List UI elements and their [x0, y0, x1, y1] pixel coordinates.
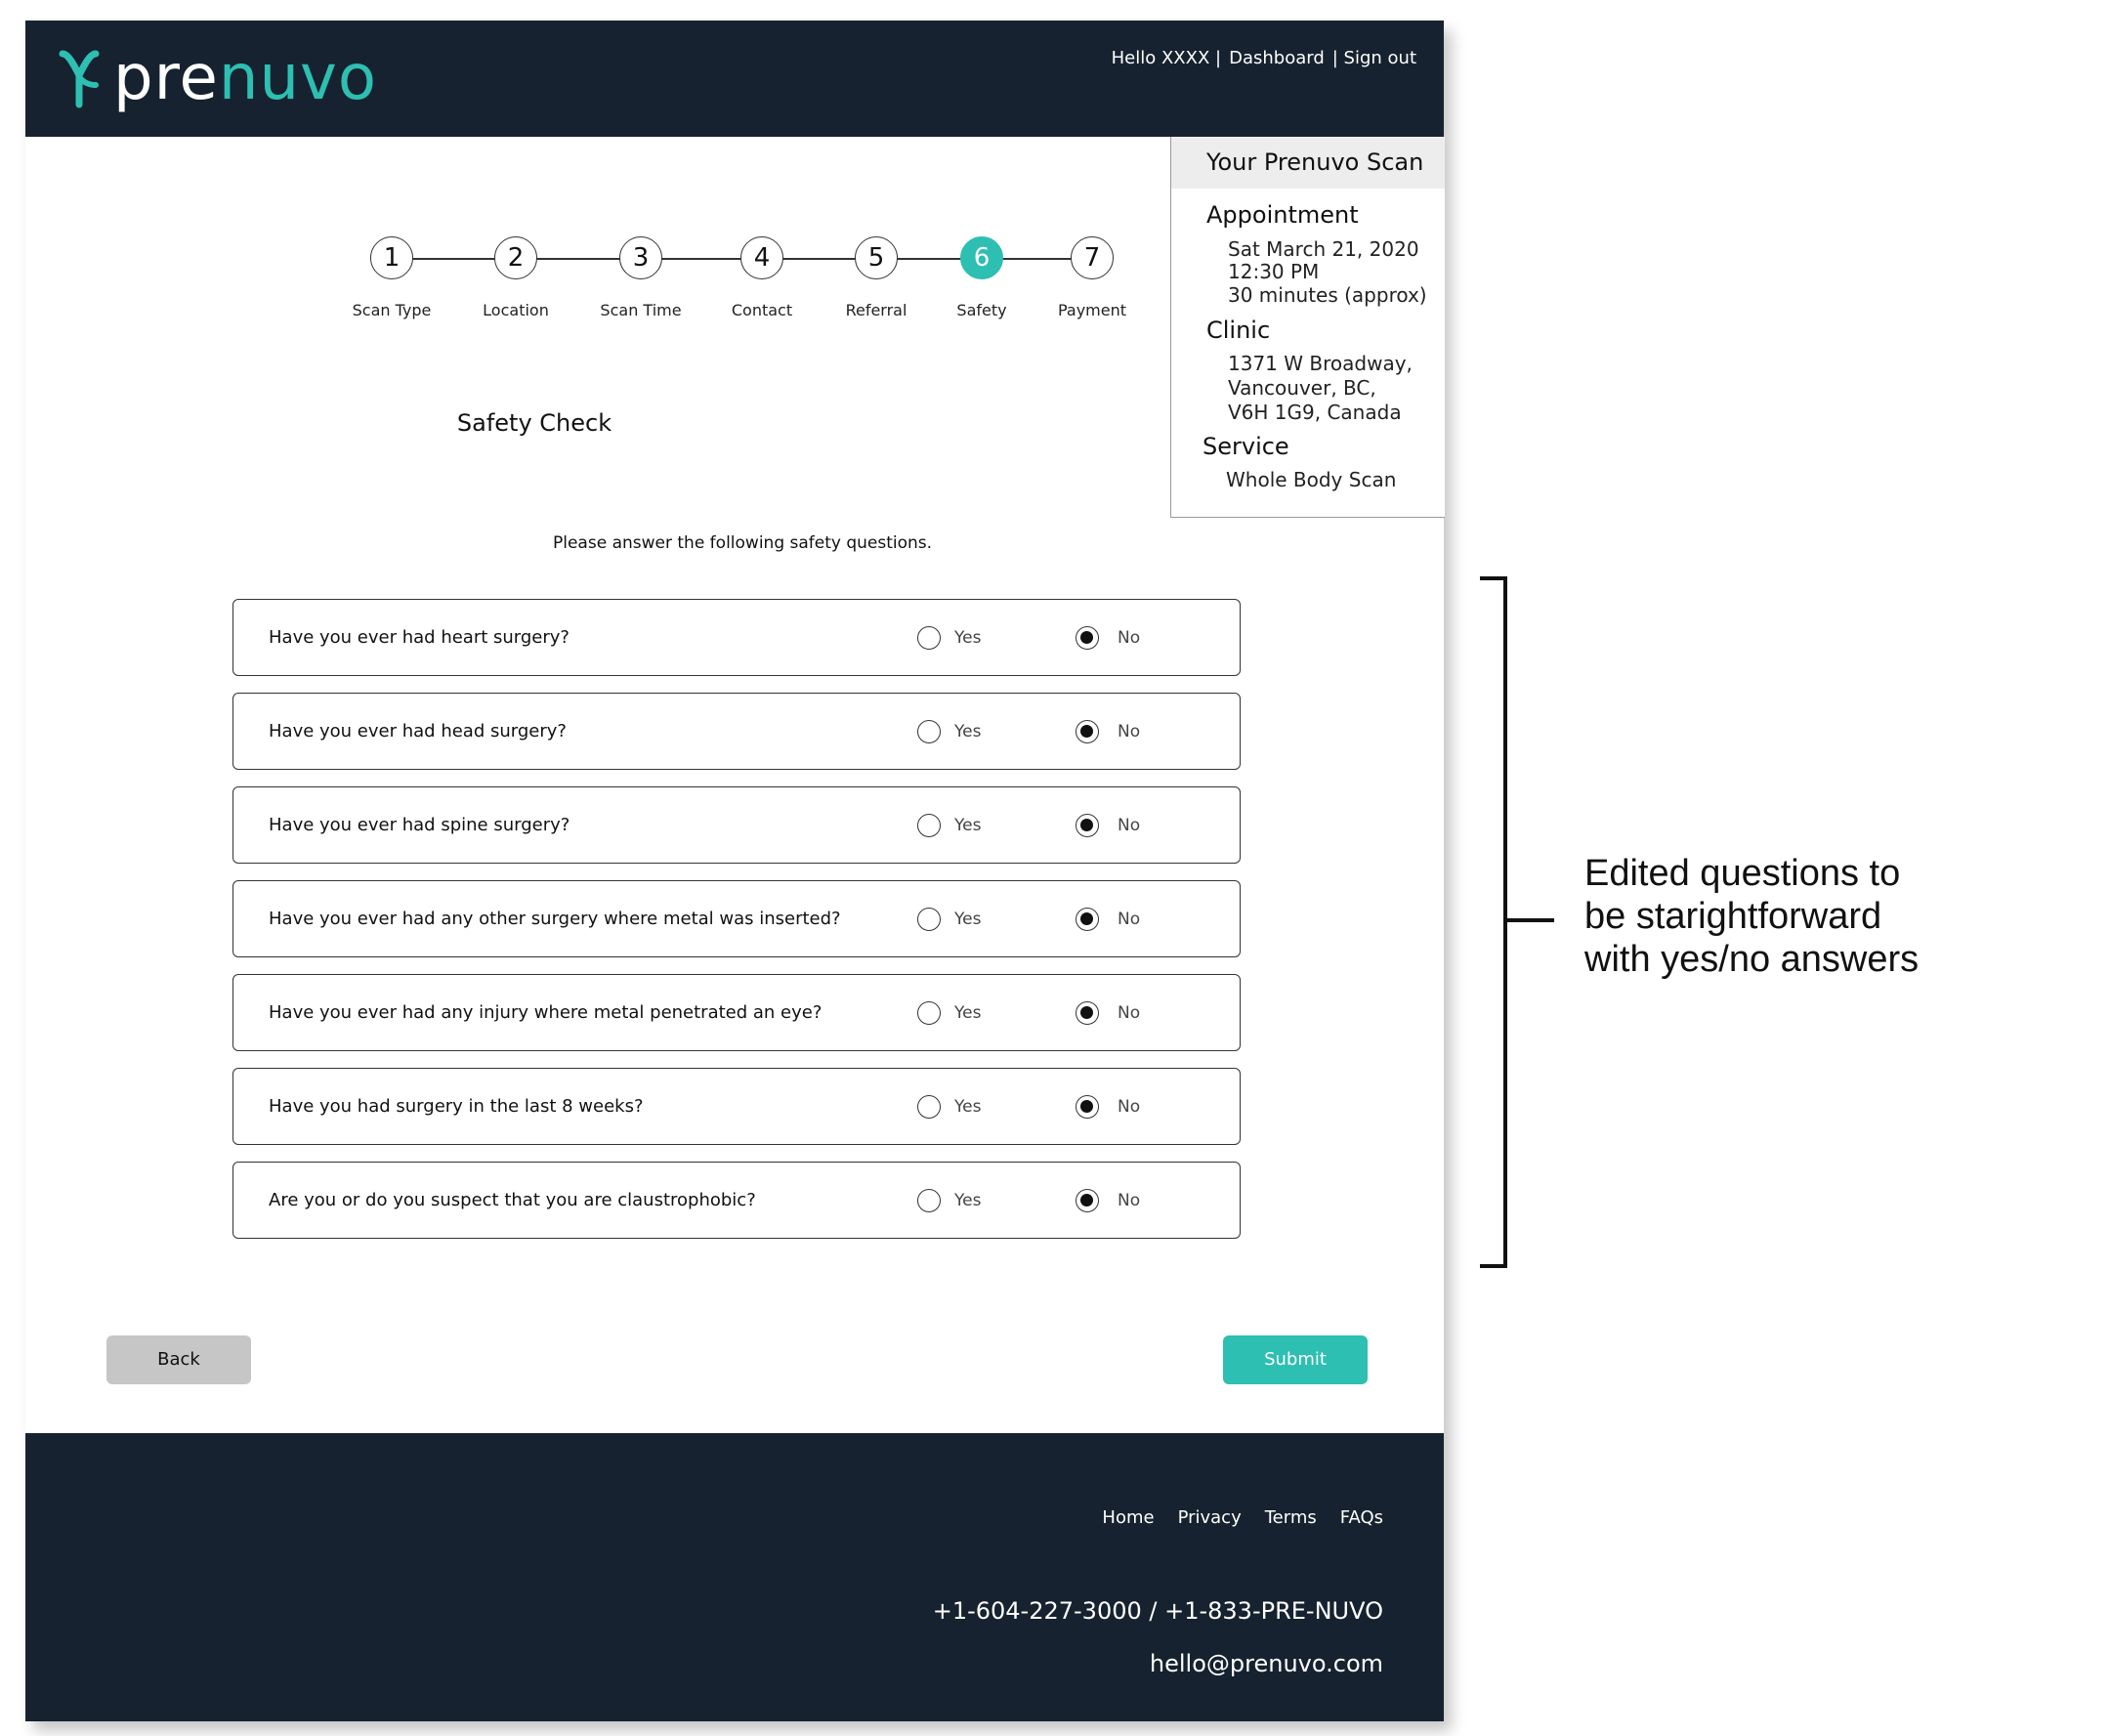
yes-label[interactable]: Yes — [954, 1191, 982, 1210]
yes-radio[interactable] — [917, 1189, 941, 1212]
dashboard-link[interactable]: Dashboard — [1229, 48, 1325, 68]
scan-summary-panel — [1170, 137, 1445, 518]
annotation-line3: with yes/no answers — [1584, 939, 1920, 980]
question-row — [232, 1068, 1241, 1145]
question-text: Have you ever had heart surgery? — [269, 627, 570, 648]
logo-text — [113, 42, 378, 114]
footer-link-faqs[interactable]: FAQs — [1339, 1507, 1383, 1528]
no-label[interactable]: No — [1118, 816, 1141, 835]
service-heading: Service — [1203, 433, 1289, 460]
question-row — [232, 880, 1241, 957]
yes-radio[interactable] — [917, 626, 941, 650]
clinic-line1: 1371 W Broadway, — [1228, 352, 1413, 375]
yes-radio[interactable] — [917, 1095, 941, 1119]
yes-label[interactable]: Yes — [954, 1003, 982, 1023]
yes-radio[interactable] — [917, 908, 941, 931]
step-4-label: Contact — [731, 301, 793, 319]
step-4-circle[interactable]: 4 — [740, 236, 783, 279]
appointment-heading: Appointment — [1206, 201, 1359, 229]
page-subtitle: Please answer the following safety questions. — [553, 533, 933, 553]
yes-radio[interactable] — [917, 1001, 941, 1025]
yes-radio[interactable] — [917, 814, 941, 837]
footer-link-terms[interactable]: Terms — [1264, 1507, 1317, 1528]
question-row — [232, 786, 1241, 864]
footer — [25, 1433, 1444, 1721]
appointment-date: Sat March 21, 2020 — [1228, 237, 1419, 261]
greeting: Hello XXXX | — [1111, 48, 1222, 68]
yes-label[interactable]: Yes — [954, 628, 982, 648]
step-3-circle[interactable]: 3 — [619, 236, 662, 279]
no-label[interactable]: No — [1118, 722, 1141, 741]
service-value: Whole Body Scan — [1226, 468, 1397, 491]
no-label[interactable]: No — [1118, 628, 1141, 648]
question-text: Have you ever had any injury where metal penetrated an eye? — [269, 1002, 823, 1023]
prenuvo-logo-icon — [55, 48, 104, 108]
footer-link-privacy[interactable]: Privacy — [1177, 1507, 1242, 1528]
step-5-circle[interactable]: 5 — [855, 236, 898, 279]
footer-phone: +1-604-227-3000 / +1-833-PRE-NUVO — [932, 1597, 1383, 1625]
no-label[interactable]: No — [1118, 910, 1141, 929]
annotation-line1: Edited questions to — [1584, 853, 1901, 894]
step-5-label: Referral — [845, 301, 907, 319]
no-radio[interactable] — [1076, 1095, 1099, 1119]
top-nav — [1112, 48, 1416, 68]
question-row — [232, 974, 1241, 1051]
summary-title: Your Prenuvo Scan — [1171, 137, 1445, 189]
logo-nuvo: nuvo — [218, 42, 378, 114]
no-radio[interactable] — [1076, 908, 1099, 931]
no-radio[interactable] — [1076, 1189, 1099, 1212]
clinic-line3: V6H 1G9, Canada — [1228, 401, 1402, 424]
question-row — [232, 599, 1241, 676]
no-label[interactable]: No — [1118, 1003, 1141, 1023]
question-text: Have you had surgery in the last 8 weeks? — [269, 1096, 644, 1117]
step-1-circle[interactable]: 1 — [370, 236, 413, 279]
appointment-time: 12:30 PM — [1228, 260, 1320, 283]
yes-radio[interactable] — [917, 720, 941, 743]
question-text: Have you ever had any other surgery where metal was inserted? — [269, 909, 841, 929]
clinic-line2: Vancouver, BC, — [1228, 376, 1376, 400]
page-title-text: Safety Check — [456, 409, 612, 437]
step-2-circle[interactable]: 2 — [494, 236, 537, 279]
question-text: Have you ever had spine surgery? — [269, 815, 570, 835]
page-title — [25, 409, 1444, 437]
annotation-note — [1584, 852, 1995, 981]
appointment-duration: 30 minutes (approx) — [1228, 283, 1427, 307]
clinic-heading: Clinic — [1206, 317, 1271, 344]
no-radio[interactable] — [1076, 1001, 1099, 1025]
question-row — [232, 1162, 1241, 1239]
yes-label[interactable]: Yes — [954, 722, 982, 741]
page — [25, 21, 1444, 1721]
logo-pre: pre — [113, 42, 219, 114]
no-radio[interactable] — [1076, 720, 1099, 743]
submit-button[interactable]: Submit — [1223, 1335, 1368, 1384]
no-radio[interactable] — [1076, 626, 1099, 650]
question-text: Are you or do you suspect that you are claustrophobic? — [269, 1190, 756, 1210]
step-3-label: Scan Time — [600, 301, 682, 319]
back-button[interactable]: Back — [106, 1335, 251, 1384]
step-7-label: Payment — [1057, 301, 1127, 319]
yes-label[interactable]: Yes — [954, 816, 982, 835]
no-label[interactable]: No — [1118, 1097, 1141, 1117]
header — [25, 21, 1444, 137]
annotation-line2: be starightforward — [1584, 896, 1882, 937]
step-2-label: Location — [483, 301, 549, 319]
no-radio[interactable] — [1076, 814, 1099, 837]
step-7-circle[interactable]: 7 — [1071, 236, 1114, 279]
footer-email[interactable]: hello@prenuvo.com — [1149, 1650, 1383, 1677]
question-text: Have you ever had head surgery? — [269, 721, 567, 741]
step-6-circle[interactable]: 6 — [960, 236, 1003, 279]
step-1-label: Scan Type — [352, 301, 432, 319]
signout-link[interactable]: | Sign out — [1331, 48, 1416, 68]
question-row — [232, 693, 1241, 770]
no-label[interactable]: No — [1118, 1191, 1141, 1210]
footer-link-home[interactable]: Home — [1102, 1507, 1155, 1528]
footer-nav — [1102, 1507, 1383, 1528]
annotation-bracket — [1478, 576, 1556, 1270]
step-6-label: Safety — [956, 301, 1007, 319]
logo[interactable] — [55, 44, 377, 112]
yes-label[interactable]: Yes — [954, 1097, 982, 1117]
yes-label[interactable]: Yes — [954, 910, 982, 929]
